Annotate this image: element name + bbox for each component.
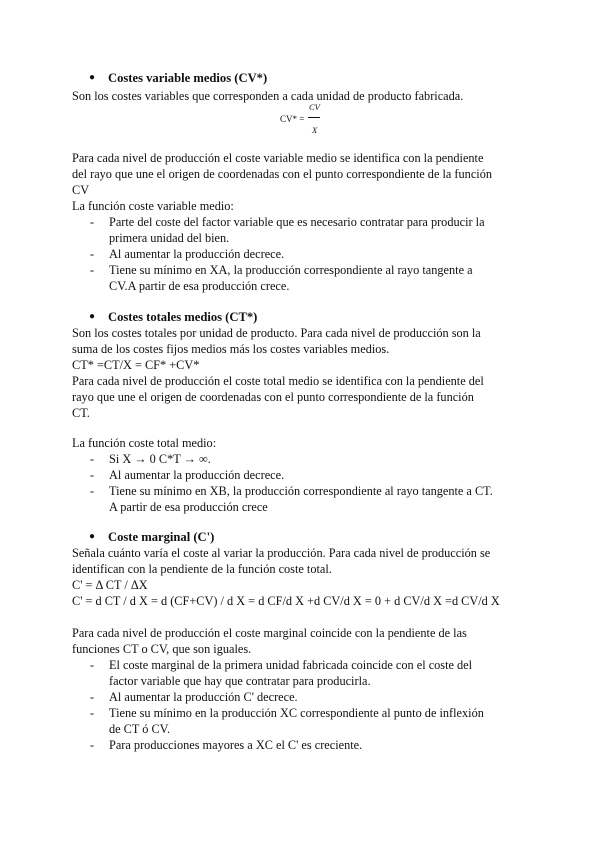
paragraph-line: Para cada nivel de producción el coste total medio se identifica con la pendiente del xyxy=(72,374,484,388)
fraction-bar xyxy=(308,117,320,118)
list-item: Al aumentar la producción decrece. xyxy=(109,247,285,261)
dash-icon: - xyxy=(90,706,95,720)
formula-line: C' = Δ CT / ΔX xyxy=(72,578,148,592)
list-item: Tiene su mínimo en XA, la producción correspondiente al rayo tangente a xyxy=(109,263,473,277)
dash-icon: - xyxy=(90,263,95,277)
paragraph-line: CT. xyxy=(72,406,90,420)
dash-icon: - xyxy=(90,690,95,704)
dash-icon: - xyxy=(90,215,95,229)
list-item: Tiene su mínimo en XB, la producción correspondiente al rayo tangente a CT. xyxy=(109,484,493,498)
formula-line: C' = d CT / d X = d (CF+CV) / d X = d CF/d X +d CV/d X = 0 + d CV/d X =d CV/d X xyxy=(72,594,500,608)
dash-icon: - xyxy=(90,452,95,466)
list-item-cont: A partir de esa producción crece xyxy=(109,500,268,514)
formula-denominator: X xyxy=(312,125,318,135)
list-item: Parte del coste del factor variable que es necesario contratar para producir la xyxy=(109,215,485,229)
paragraph-line: identifican con la pendiente de la función coste total. xyxy=(72,562,332,576)
list-item-cont: CV.A partir de esa producción crece. xyxy=(109,279,290,293)
paragraph-line: Son los costes totales por unidad de producto. Para cada nivel de producción son la xyxy=(72,326,481,340)
list-item: Al aumentar la producción decrece. xyxy=(109,468,285,482)
list-item: Si X → 0 C*T → ∞. xyxy=(109,452,211,466)
bullet-icon: ● xyxy=(89,72,96,83)
dash-icon: - xyxy=(90,468,95,482)
list-title: La función coste total medio: xyxy=(72,436,217,450)
bullet-icon: ● xyxy=(89,531,96,542)
paragraph-line: del rayo que une el origen de coordenadas con el punto correspondiente de la función xyxy=(72,167,492,181)
list-title: La función coste variable medio: xyxy=(72,199,234,213)
dash-icon: - xyxy=(90,484,95,498)
paragraph-line: Para cada nivel de producción el coste marginal coincide con la pendiente de las xyxy=(72,626,467,640)
formula-line: CT* =CT/X = CF* +CV* xyxy=(72,358,200,372)
list-item: El coste marginal de la primera unidad fabricada coincide con el coste del xyxy=(109,658,473,672)
list-item-cont: factor variable que hay que contratar para producirla. xyxy=(109,674,371,688)
dash-icon: - xyxy=(90,247,95,261)
section-heading-cv-medio: Costes variable medios (CV*) xyxy=(108,71,268,85)
formula-numerator: CV xyxy=(309,102,320,112)
dash-icon: - xyxy=(90,738,95,752)
list-item: Para producciones mayores a XC el C' es creciente. xyxy=(109,738,363,752)
paragraph-line: suma de los costes fijos medios más los costes variables medios. xyxy=(72,342,390,356)
dash-icon: - xyxy=(90,658,95,672)
section-heading-coste-marginal: Coste marginal (C') xyxy=(108,530,215,544)
paragraph-line: CV xyxy=(72,183,90,197)
paragraph-line: Señala cuánto varía el coste al variar la producción. Para cada nivel de producción se xyxy=(72,546,491,560)
paragraph-line: Para cada nivel de producción el coste variable medio se identifica con la pendiente xyxy=(72,151,484,165)
list-item-cont: de CT ó CV. xyxy=(109,722,171,736)
paragraph-line: Son los costes variables que corresponden a cada unidad de producto fabricada. xyxy=(72,89,464,103)
bullet-icon: ● xyxy=(89,311,96,322)
list-item: Al aumentar la producción C' decrece. xyxy=(109,690,298,704)
paragraph-line: rayo que une el origen de coordenadas con el punto correspondiente de la función xyxy=(72,390,474,404)
formula-lhs: CV* = xyxy=(280,114,305,124)
section-heading-ct-medio: Costes totales medios (CT*) xyxy=(108,310,258,324)
paragraph-line: funciones CT o CV, que son iguales. xyxy=(72,642,252,656)
list-item: Tiene su mínimo en la producción XC correspondiente al punto de inflexión xyxy=(109,706,484,720)
list-item-cont: primera unidad del bien. xyxy=(109,231,230,245)
